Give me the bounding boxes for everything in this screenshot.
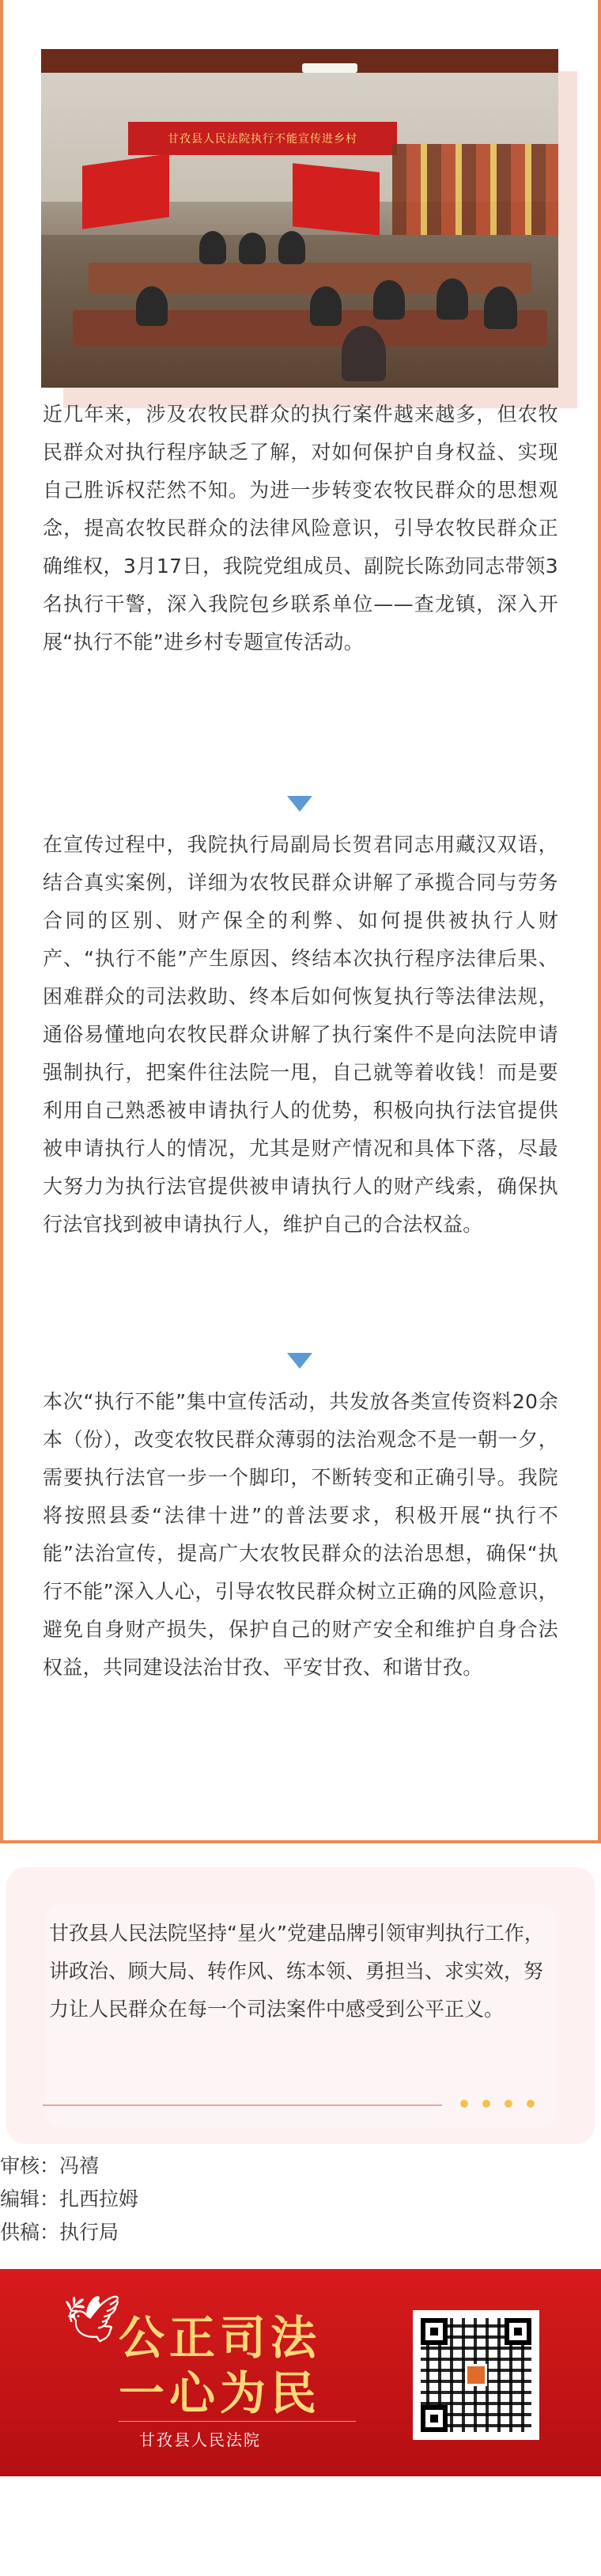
slogan-line-2: 一心为民 (119, 2366, 322, 2420)
article-paragraph-1: 近几年来，涉及农牧民群众的执行案件越来越多，但农牧民群众对执行程序缺乏了解，对如何保护自身权益、实现自己胜诉权茫然不知。为进一步转变农牧民群众的思想观念，提高农牧民群众的法律风险意识，引导农牧民群众正确维权，3月17日，我院党组成员、副院长陈劲同志带领3名执行干警，深入我院包乡联系单位——查龙镇，深入开展“执行不能”进乡村专题宣传活动。 (43, 403, 558, 653)
down-arrow-icon (287, 1353, 312, 1369)
footer-banner (0, 2269, 601, 2476)
credit-reviewer: 审核：冯禧 (0, 2154, 100, 2177)
flag-icon (82, 153, 169, 229)
dove-icon: 🕊 (63, 2292, 122, 2346)
qr-logo-icon (465, 2364, 487, 2386)
dot-icon (527, 2100, 535, 2108)
flag-icon (293, 163, 380, 236)
footer-org-name: 甘孜县人民法院 (139, 2430, 261, 2449)
dot-icon (505, 2100, 512, 2108)
qr-code[interactable] (413, 2310, 539, 2440)
article-paragraph-3: 本次“执行不能”集中宣传活动，共发放各类宣传资料20余本（份），改变农牧民群众薄弱的法治观念不是一朝一夕，需要执行法官一步一个脚印，不断转变和正确引导。我院将按照县委“法律十进”的普法要求，积极开展“执行不能”法治宣传，提高广大农牧民群众的法治思想，确保“执行不能”深入人心，引导农牧民群众树立正确的风险意识，避免自身财产损失，保护自己的财产安全和维护自身合法权益，共同建设法治甘孜、平安甘孜、和谐甘孜。 (43, 1390, 558, 1679)
credit-editor: 编辑：扎西拉姆 (0, 2188, 139, 2210)
down-arrow-icon (287, 796, 312, 812)
article-paragraph-2: 在宣传过程中，我院执行局副局长贺君同志用藏汉双语，结合真实案例，详细为农牧民群众讲解了承揽合同与劳务合同的区别、财产保全的利弊、如何提供被执行人财产、“执行不能”产生原因、终结本次执行程序法律后果、困难群众的司法救助、终本后如何恢复执行等法律法规，通俗易懂地向农牧民群众讲解了执行案件不是向法院申请强制执行，把案件往法院一甩，自己就等着收钱！而是要利用自己熟悉被申请执行人的优势，积极向执行法官提供被申请执行人的情况，尤其是财产情况和具体下落，尽最大努力为执行法官提供被申请执行人的财产线索，确保执行法官找到被申请执行人，维护自己的合法权益。 (43, 833, 558, 1236)
slogan-line-1: 公正司法 (119, 2311, 322, 2365)
dot-icon (460, 2100, 468, 2108)
credit-source: 供稿：执行局 (0, 2221, 119, 2244)
summary-text: 甘孜县人民法院坚持“星火”党建品牌引领审判执行工作，讲政治、顾大局、转作风、练本领、勇担当、求实效，努力让人民群众在每一个司法案件中感受到公平正义。 (49, 1922, 544, 2021)
photo-banner: 甘孜县人民法院执行不能宣传进乡村 (128, 122, 397, 155)
divider (43, 2104, 442, 2106)
dot-icon (482, 2100, 490, 2108)
event-photo (41, 49, 558, 388)
footer-divider (119, 2421, 356, 2422)
